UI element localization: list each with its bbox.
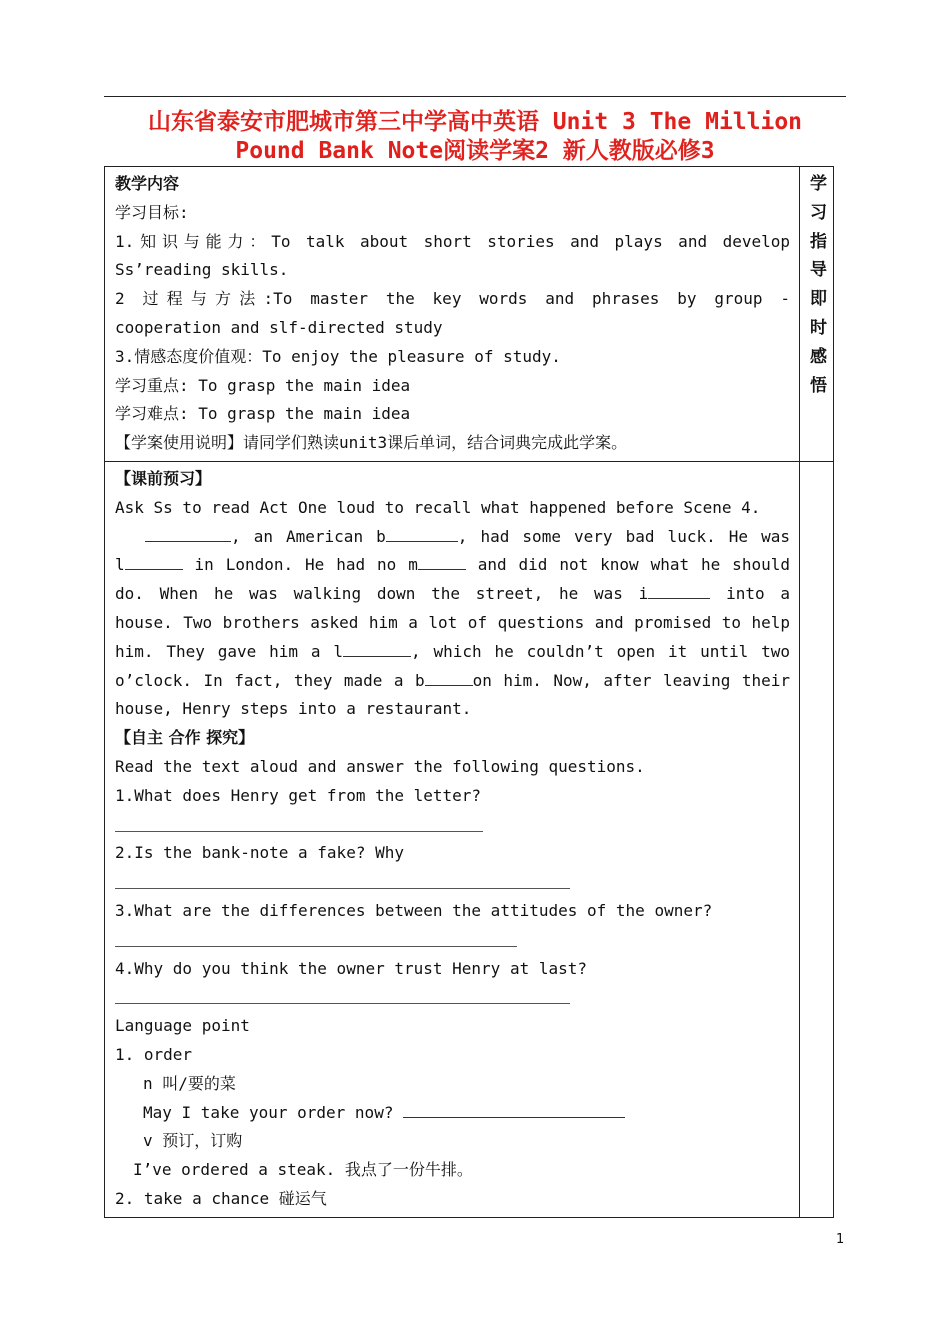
page-number: 1 xyxy=(836,1232,845,1247)
worksheet-table xyxy=(104,166,834,1218)
sidebar-char: 指 xyxy=(810,231,827,252)
question-2: 2.Is the bank-note a fake? Why xyxy=(115,843,404,863)
order-noun: n 叫/要的菜 xyxy=(143,1073,236,1093)
objectives-row xyxy=(105,167,834,462)
sidebar-char: 即 xyxy=(810,289,827,310)
title-line-1: 山东省泰安市肥城市第三中学高中英语 Unit 3 The Million xyxy=(147,109,803,135)
cloze-blank-m[interactable] xyxy=(418,551,466,570)
title-line-2: Pound Bank Note阅读学案2 新人教版必修3 xyxy=(235,138,715,164)
question-3: 3.What are the differences between the attitudes of the owner? xyxy=(115,900,713,920)
order-noun-example: May I take your order now? xyxy=(115,1099,790,1128)
sidebar-char: 习 xyxy=(810,202,827,223)
cloze-blank-name[interactable] xyxy=(145,523,231,542)
cloze-line-6: o’clock. In fact, they made a b on him. Now, after leaving their xyxy=(115,667,790,696)
sidebar-cell xyxy=(800,167,834,462)
objective-2a: 2 过程与方法:To master the key words and phrases by group - xyxy=(115,289,790,309)
explore-intro: Read the text aloud and answer the following questions. xyxy=(115,756,645,776)
order-verb-example: I’ve ordered a steak. 我点了一份牛排。 xyxy=(133,1160,473,1180)
cloze-line-4: house. Two brothers asked him a lot of questions and promised to help xyxy=(115,612,790,632)
cloze-line-2: l in London. He had no m and did not know what he should xyxy=(115,551,790,580)
cloze-line-5: him. They gave him a l , which he couldn’t open it until two xyxy=(115,638,790,667)
answer-line-2[interactable] xyxy=(115,868,790,897)
preview-intro: Ask Ss to read Act One loud to recall what happened before Scene 4. xyxy=(115,497,761,517)
question-4: 4.Why do you think the owner trust Henry at last? xyxy=(115,958,588,978)
answer-line-3[interactable] xyxy=(115,926,790,955)
objective-1b: Ss’reading skills. xyxy=(115,260,289,280)
language-item-1: 1. order xyxy=(115,1044,193,1064)
cloze-line-3: do. When he was walking down the street, he was i into a xyxy=(115,580,790,609)
sidebar-char: 悟 xyxy=(810,375,827,396)
cloze-line-1: , an American b , had some very bad luck. He was xyxy=(115,523,790,552)
objective-1a: 1.知识与能力：To talk about short stories and plays and develop xyxy=(115,231,790,251)
goal-label: 学习目标: xyxy=(115,202,189,222)
cloze-blank-l[interactable] xyxy=(125,551,183,570)
cloze-blank-i[interactable] xyxy=(648,580,710,599)
language-item-2: 2. take a chance 碰运气 xyxy=(115,1188,327,1208)
objectives-cell xyxy=(105,167,800,462)
main-cell xyxy=(105,461,800,1217)
explore-heading: 【自主 合作 探究】 xyxy=(115,728,255,748)
sidebar-char: 导 xyxy=(810,260,827,281)
cloze-blank-b[interactable] xyxy=(386,523,458,542)
objective-3: 3.情感态度价值观：To enjoy the pleasure of study. xyxy=(115,346,561,366)
language-heading: Language point xyxy=(115,1016,250,1036)
document-title xyxy=(104,108,846,166)
cloze-line-7: house, Henry steps into a restaurant. xyxy=(115,699,472,719)
preview-heading: 【课前预习】 xyxy=(115,468,212,488)
sidebar-char: 感 xyxy=(810,346,827,367)
sidebar-char: 学 xyxy=(810,174,827,194)
key-point: 学习重点: To grasp the main idea xyxy=(115,375,411,395)
order-verb: v 预订，订购 xyxy=(143,1131,243,1151)
answer-line-4[interactable] xyxy=(115,983,790,1012)
top-rule xyxy=(104,96,846,97)
cloze-blank-letter[interactable] xyxy=(343,638,411,657)
question-1: 1.What does Henry get from the letter? xyxy=(115,785,482,805)
sidebar-notes-cell xyxy=(800,461,834,1217)
translation-blank[interactable] xyxy=(403,1099,625,1118)
sidebar-char: 时 xyxy=(810,317,827,338)
answer-line-1[interactable] xyxy=(115,811,790,840)
content-heading: 教学内容 xyxy=(115,174,180,193)
usage-instructions: 【学案使用说明】请同学们熟读unit3课后单词，结合词典完成此学案。 xyxy=(115,433,628,453)
objective-2b: cooperation and slf-directed study xyxy=(115,317,443,337)
difficult-point: 学习难点: To grasp the main idea xyxy=(115,404,411,424)
main-row xyxy=(105,461,834,1217)
cloze-blank-bet[interactable] xyxy=(425,667,473,686)
